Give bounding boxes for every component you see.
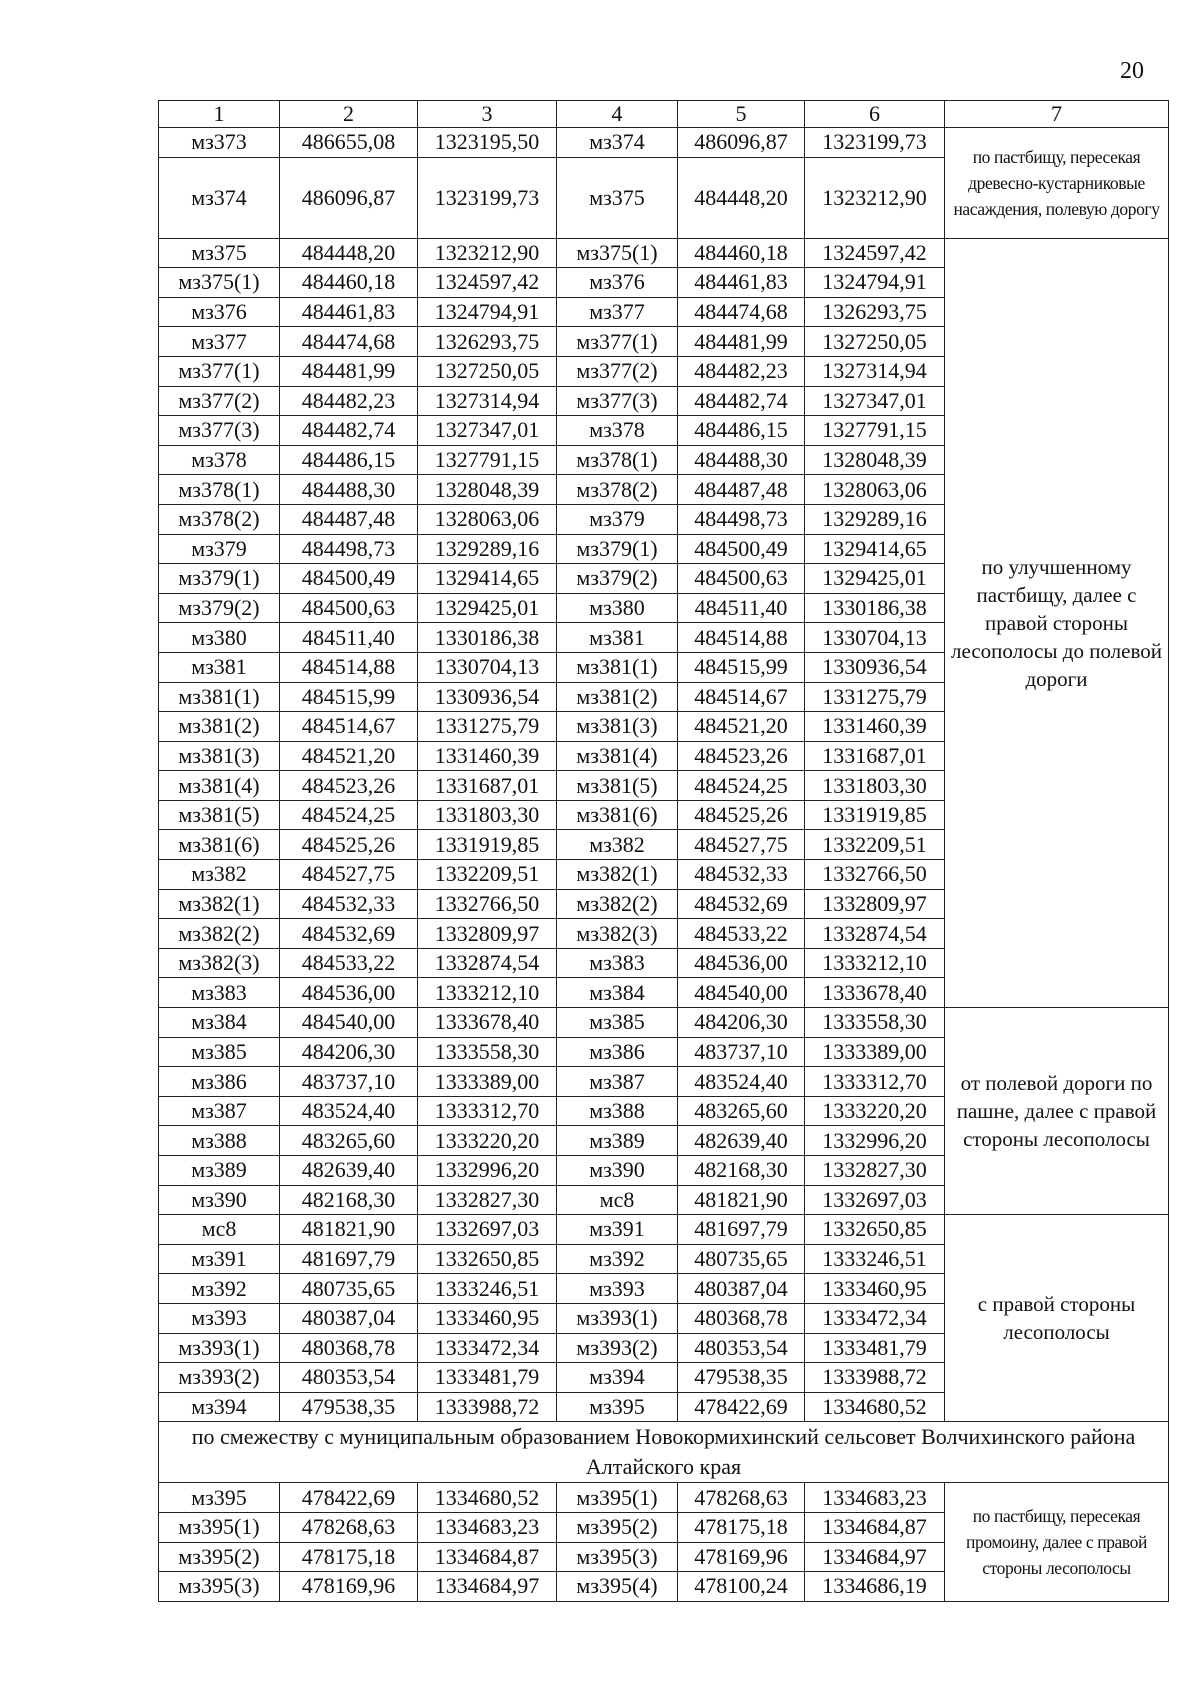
to-x: 484532,69: [678, 889, 805, 919]
to-y: 1331460,39: [805, 712, 945, 742]
to-point: мз382(1): [557, 860, 678, 890]
from-x: 484460,18: [280, 268, 418, 298]
to-point: мз379(1): [557, 534, 678, 564]
from-point: мз376: [159, 297, 280, 327]
from-point: мз379: [159, 534, 280, 564]
from-x: 484532,33: [280, 889, 418, 919]
from-point: мз381(2): [159, 712, 280, 742]
from-y: 1332650,85: [418, 1244, 557, 1274]
from-x: 484532,69: [280, 919, 418, 949]
from-x: 478268,63: [280, 1512, 418, 1542]
from-point: мз388: [159, 1126, 280, 1156]
to-y: 1323212,90: [805, 157, 945, 238]
from-y: 1328063,06: [418, 504, 557, 534]
to-x: 478422,69: [678, 1392, 805, 1422]
to-x: 481697,79: [678, 1215, 805, 1245]
to-point: мз389: [557, 1126, 678, 1156]
to-y: 1332827,30: [805, 1156, 945, 1186]
to-point: мз380: [557, 593, 678, 623]
from-y: 1331919,85: [418, 830, 557, 860]
from-point: мз374: [159, 157, 280, 238]
to-y: 1330186,38: [805, 593, 945, 623]
from-x: 480735,65: [280, 1274, 418, 1304]
from-x: 484206,30: [280, 1037, 418, 1067]
from-point: мз385: [159, 1037, 280, 1067]
from-point: мз392: [159, 1274, 280, 1304]
from-point: мз394: [159, 1392, 280, 1422]
to-x: 484487,48: [678, 475, 805, 505]
boundary-description: от полевой дороги по пашне, далее с правой стороны лесополосы: [945, 1008, 1169, 1215]
from-y: 1333460,95: [418, 1303, 557, 1333]
to-y: 1331803,30: [805, 771, 945, 801]
to-point: мз378(2): [557, 475, 678, 505]
from-point: мз391: [159, 1244, 280, 1274]
column-header: 3: [418, 101, 557, 128]
from-y: 1328048,39: [418, 475, 557, 505]
from-point: мз382: [159, 860, 280, 890]
from-y: 1333472,34: [418, 1333, 557, 1363]
to-x: 484461,83: [678, 268, 805, 298]
table-row: [159, 1215, 1169, 1245]
from-point: мз395(1): [159, 1512, 280, 1542]
from-x: 483737,10: [280, 1067, 418, 1097]
from-y: 1334684,97: [418, 1572, 557, 1602]
to-y: 1328048,39: [805, 445, 945, 475]
to-point: мз378(1): [557, 445, 678, 475]
to-x: 484521,20: [678, 712, 805, 742]
from-point: мз389: [159, 1156, 280, 1186]
from-x: 481821,90: [280, 1215, 418, 1245]
to-y: 1333389,00: [805, 1037, 945, 1067]
to-x: 484515,99: [678, 652, 805, 682]
from-y: 1329289,16: [418, 534, 557, 564]
to-y: 1333312,70: [805, 1067, 945, 1097]
to-y: 1332874,54: [805, 919, 945, 949]
to-x: 484500,49: [678, 534, 805, 564]
to-x: 484206,30: [678, 1008, 805, 1038]
from-x: 481697,79: [280, 1244, 418, 1274]
to-y: 1328063,06: [805, 475, 945, 505]
column-header: 7: [945, 101, 1169, 128]
to-x: 484481,99: [678, 327, 805, 357]
to-point: мз377(1): [557, 327, 678, 357]
from-x: 484514,67: [280, 712, 418, 742]
to-point: мз381(5): [557, 771, 678, 801]
to-point: мз382(3): [557, 919, 678, 949]
to-y: 1327314,94: [805, 356, 945, 386]
to-point: мз379: [557, 504, 678, 534]
from-point: мз381(6): [159, 830, 280, 860]
to-y: 1323199,73: [805, 128, 945, 158]
from-x: 480368,78: [280, 1333, 418, 1363]
to-point: мз393(1): [557, 1303, 678, 1333]
from-y: 1327250,05: [418, 356, 557, 386]
from-y: 1330186,38: [418, 623, 557, 653]
from-point: мз378: [159, 445, 280, 475]
from-y: 1332827,30: [418, 1185, 557, 1215]
to-y: 1326293,75: [805, 297, 945, 327]
to-point: мз381(2): [557, 682, 678, 712]
adjacency-note: по смежеству с муниципальным образованием Новокормихинский сельсовет Волчихинского района Алтайского края: [159, 1422, 1169, 1483]
to-point: мз381(4): [557, 741, 678, 771]
from-x: 484524,25: [280, 800, 418, 830]
from-x: 484514,88: [280, 652, 418, 682]
from-y: 1333678,40: [418, 1008, 557, 1038]
from-x: 484525,26: [280, 830, 418, 860]
to-y: 1333212,10: [805, 948, 945, 978]
to-x: 484533,22: [678, 919, 805, 949]
page-number: 20: [1120, 58, 1144, 84]
to-point: мз388: [557, 1096, 678, 1126]
to-point: мз395(3): [557, 1542, 678, 1572]
to-point: мз387: [557, 1067, 678, 1097]
to-y: 1333220,20: [805, 1096, 945, 1126]
to-y: 1327791,15: [805, 416, 945, 446]
from-y: 1330704,13: [418, 652, 557, 682]
to-point: мз377(3): [557, 386, 678, 416]
to-y: 1333472,34: [805, 1303, 945, 1333]
from-x: 482168,30: [280, 1185, 418, 1215]
from-x: 484500,49: [280, 564, 418, 594]
from-x: 484521,20: [280, 741, 418, 771]
from-point: мз379(2): [159, 593, 280, 623]
from-y: 1329414,65: [418, 564, 557, 594]
from-y: 1327347,01: [418, 416, 557, 446]
to-x: 484514,88: [678, 623, 805, 653]
boundary-description: по пастбищу, пересекая промоину, далее с правой стороны лесополосы: [945, 1483, 1169, 1601]
to-point: мз377(2): [557, 356, 678, 386]
to-x: 484524,25: [678, 771, 805, 801]
to-point: мз392: [557, 1244, 678, 1274]
from-point: мз390: [159, 1185, 280, 1215]
to-x: 484514,67: [678, 682, 805, 712]
to-x: 486096,87: [678, 128, 805, 158]
table-header-row: [159, 101, 1169, 128]
to-y: 1329414,65: [805, 534, 945, 564]
from-point: мз377(3): [159, 416, 280, 446]
from-y: 1333988,72: [418, 1392, 557, 1422]
from-y: 1333246,51: [418, 1274, 557, 1304]
to-point: мз386: [557, 1037, 678, 1067]
from-point: мз379(1): [159, 564, 280, 594]
to-x: 480387,04: [678, 1274, 805, 1304]
boundary-description: по улучшенному пастбищу, далее с правой стороны лесополосы до полевой дороги: [945, 238, 1169, 1007]
from-x: 484474,68: [280, 327, 418, 357]
from-y: 1333220,20: [418, 1126, 557, 1156]
from-y: 1332809,97: [418, 919, 557, 949]
to-x: 484540,00: [678, 978, 805, 1008]
from-y: 1333312,70: [418, 1096, 557, 1126]
to-x: 482168,30: [678, 1156, 805, 1186]
column-header: 2: [280, 101, 418, 128]
to-y: 1327250,05: [805, 327, 945, 357]
from-point: мз373: [159, 128, 280, 158]
from-y: 1332209,51: [418, 860, 557, 890]
from-x: 484461,83: [280, 297, 418, 327]
column-header: 1: [159, 101, 280, 128]
to-point: мз381(3): [557, 712, 678, 742]
from-point: мз382(2): [159, 919, 280, 949]
from-y: 1334684,87: [418, 1542, 557, 1572]
to-point: мз391: [557, 1215, 678, 1245]
to-y: 1333678,40: [805, 978, 945, 1008]
from-y: 1332697,03: [418, 1215, 557, 1245]
from-x: 484527,75: [280, 860, 418, 890]
from-x: 482639,40: [280, 1156, 418, 1186]
from-x: 484533,22: [280, 948, 418, 978]
from-point: мз375(1): [159, 268, 280, 298]
to-point: мз395(1): [557, 1483, 678, 1513]
from-x: 483524,40: [280, 1096, 418, 1126]
from-x: 484511,40: [280, 623, 418, 653]
to-x: 484460,18: [678, 238, 805, 268]
from-point: мз382(3): [159, 948, 280, 978]
from-y: 1332874,54: [418, 948, 557, 978]
from-x: 484482,23: [280, 386, 418, 416]
to-y: 1330704,13: [805, 623, 945, 653]
to-y: 1332650,85: [805, 1215, 945, 1245]
from-point: мз382(1): [159, 889, 280, 919]
from-y: 1333481,79: [418, 1363, 557, 1393]
to-y: 1327347,01: [805, 386, 945, 416]
to-x: 484482,23: [678, 356, 805, 386]
to-x: 483524,40: [678, 1067, 805, 1097]
to-point: мз393(2): [557, 1333, 678, 1363]
to-x: 480735,65: [678, 1244, 805, 1274]
to-x: 484488,30: [678, 445, 805, 475]
to-point: мз390: [557, 1156, 678, 1186]
to-y: 1333988,72: [805, 1363, 945, 1393]
from-x: 483265,60: [280, 1126, 418, 1156]
to-point: мз393: [557, 1274, 678, 1304]
to-x: 484532,33: [678, 860, 805, 890]
from-point: мз381(5): [159, 800, 280, 830]
from-y: 1324597,42: [418, 268, 557, 298]
to-x: 484448,20: [678, 157, 805, 238]
to-point: мс8: [557, 1185, 678, 1215]
to-y: 1329425,01: [805, 564, 945, 594]
to-x: 484527,75: [678, 830, 805, 860]
to-y: 1334684,97: [805, 1542, 945, 1572]
from-point: мз381(4): [159, 771, 280, 801]
from-y: 1334683,23: [418, 1512, 557, 1542]
to-x: 484536,00: [678, 948, 805, 978]
from-y: 1331275,79: [418, 712, 557, 742]
to-y: 1333460,95: [805, 1274, 945, 1304]
from-x: 486096,87: [280, 157, 418, 238]
to-y: 1333481,79: [805, 1333, 945, 1363]
from-y: 1330936,54: [418, 682, 557, 712]
from-x: 484515,99: [280, 682, 418, 712]
to-point: мз395(4): [557, 1572, 678, 1602]
to-y: 1332809,97: [805, 889, 945, 919]
to-point: мз374: [557, 128, 678, 158]
from-x: 484498,73: [280, 534, 418, 564]
boundary-description: с правой стороны лесополосы: [945, 1215, 1169, 1422]
from-point: мз377: [159, 327, 280, 357]
from-x: 484500,63: [280, 593, 418, 623]
from-x: 480387,04: [280, 1303, 418, 1333]
to-x: 478169,96: [678, 1542, 805, 1572]
to-x: 484486,15: [678, 416, 805, 446]
to-x: 481821,90: [678, 1185, 805, 1215]
column-header: 6: [805, 101, 945, 128]
adjacency-row: [159, 1422, 1169, 1483]
from-point: мз393(1): [159, 1333, 280, 1363]
from-y: 1323212,90: [418, 238, 557, 268]
to-x: 478268,63: [678, 1483, 805, 1513]
to-point: мз395: [557, 1392, 678, 1422]
from-x: 484540,00: [280, 1008, 418, 1038]
to-x: 484474,68: [678, 297, 805, 327]
from-point: мз383: [159, 978, 280, 1008]
from-y: 1332996,20: [418, 1156, 557, 1186]
column-header: 5: [678, 101, 805, 128]
from-point: мз381(1): [159, 682, 280, 712]
from-point: мз393: [159, 1303, 280, 1333]
to-x: 484500,63: [678, 564, 805, 594]
to-point: мз375(1): [557, 238, 678, 268]
to-x: 479538,35: [678, 1363, 805, 1393]
to-point: мз379(2): [557, 564, 678, 594]
boundary-description: по пастбищу, пересекая древесно-кустарниковые насаждения, полевую дорогу: [945, 128, 1169, 239]
to-point: мз384: [557, 978, 678, 1008]
boundary-coordinates-table: [158, 100, 1169, 1602]
from-x: 478422,69: [280, 1483, 418, 1513]
from-x: 479538,35: [280, 1392, 418, 1422]
to-point: мз394: [557, 1363, 678, 1393]
from-y: 1331803,30: [418, 800, 557, 830]
to-y: 1333558,30: [805, 1008, 945, 1038]
to-point: мз382: [557, 830, 678, 860]
from-point: мз381(3): [159, 741, 280, 771]
from-y: 1332766,50: [418, 889, 557, 919]
to-point: мз376: [557, 268, 678, 298]
to-y: 1331687,01: [805, 741, 945, 771]
to-x: 482639,40: [678, 1126, 805, 1156]
from-point: мс8: [159, 1215, 280, 1245]
from-x: 484488,30: [280, 475, 418, 505]
to-x: 484482,74: [678, 386, 805, 416]
table-row: [159, 128, 1169, 158]
from-y: 1324794,91: [418, 297, 557, 327]
from-point: мз381: [159, 652, 280, 682]
from-x: 484536,00: [280, 978, 418, 1008]
to-y: 1332996,20: [805, 1126, 945, 1156]
to-x: 478175,18: [678, 1512, 805, 1542]
to-y: 1331919,85: [805, 800, 945, 830]
to-point: мз381: [557, 623, 678, 653]
to-point: мз383: [557, 948, 678, 978]
from-point: мз393(2): [159, 1363, 280, 1393]
from-y: 1323199,73: [418, 157, 557, 238]
from-point: мз395(2): [159, 1542, 280, 1572]
to-point: мз378: [557, 416, 678, 446]
to-point: мз385: [557, 1008, 678, 1038]
column-header: 4: [557, 101, 678, 128]
from-point: мз395(3): [159, 1572, 280, 1602]
from-x: 478169,96: [280, 1572, 418, 1602]
table-row: [159, 1483, 1169, 1513]
to-point: мз395(2): [557, 1512, 678, 1542]
to-y: 1333246,51: [805, 1244, 945, 1274]
to-x: 484523,26: [678, 741, 805, 771]
from-x: 484487,48: [280, 504, 418, 534]
to-y: 1331275,79: [805, 682, 945, 712]
from-y: 1329425,01: [418, 593, 557, 623]
to-x: 484525,26: [678, 800, 805, 830]
from-y: 1333389,00: [418, 1067, 557, 1097]
from-x: 484448,20: [280, 238, 418, 268]
to-y: 1332766,50: [805, 860, 945, 890]
to-y: 1334683,23: [805, 1483, 945, 1513]
to-x: 478100,24: [678, 1572, 805, 1602]
from-y: 1331687,01: [418, 771, 557, 801]
to-x: 480353,54: [678, 1333, 805, 1363]
from-y: 1326293,75: [418, 327, 557, 357]
table-row: [159, 1008, 1169, 1038]
from-x: 480353,54: [280, 1363, 418, 1393]
table-row: [159, 238, 1169, 268]
from-x: 484481,99: [280, 356, 418, 386]
from-y: 1333558,30: [418, 1037, 557, 1067]
to-y: 1324597,42: [805, 238, 945, 268]
from-y: 1323195,50: [418, 128, 557, 158]
from-point: мз375: [159, 238, 280, 268]
to-y: 1330936,54: [805, 652, 945, 682]
from-y: 1333212,10: [418, 978, 557, 1008]
from-x: 478175,18: [280, 1542, 418, 1572]
to-x: 483265,60: [678, 1096, 805, 1126]
from-y: 1334680,52: [418, 1483, 557, 1513]
from-point: мз377(1): [159, 356, 280, 386]
to-y: 1334680,52: [805, 1392, 945, 1422]
from-point: мз377(2): [159, 386, 280, 416]
to-y: 1334686,19: [805, 1572, 945, 1602]
to-x: 480368,78: [678, 1303, 805, 1333]
to-point: мз382(2): [557, 889, 678, 919]
to-x: 483737,10: [678, 1037, 805, 1067]
from-y: 1331460,39: [418, 741, 557, 771]
from-x: 486655,08: [280, 128, 418, 158]
from-x: 484523,26: [280, 771, 418, 801]
from-point: мз387: [159, 1096, 280, 1126]
from-y: 1327314,94: [418, 386, 557, 416]
from-x: 484486,15: [280, 445, 418, 475]
from-point: мз378(1): [159, 475, 280, 505]
to-point: мз375: [557, 157, 678, 238]
to-point: мз381(6): [557, 800, 678, 830]
from-point: мз378(2): [159, 504, 280, 534]
from-point: мз380: [159, 623, 280, 653]
to-y: 1334684,87: [805, 1512, 945, 1542]
to-x: 484511,40: [678, 593, 805, 623]
from-point: мз384: [159, 1008, 280, 1038]
to-y: 1332697,03: [805, 1185, 945, 1215]
from-point: мз395: [159, 1483, 280, 1513]
to-y: 1324794,91: [805, 268, 945, 298]
from-x: 484482,74: [280, 416, 418, 446]
to-point: мз377: [557, 297, 678, 327]
from-point: мз386: [159, 1067, 280, 1097]
to-y: 1332209,51: [805, 830, 945, 860]
from-y: 1327791,15: [418, 445, 557, 475]
to-x: 484498,73: [678, 504, 805, 534]
to-y: 1329289,16: [805, 504, 945, 534]
to-point: мз381(1): [557, 652, 678, 682]
